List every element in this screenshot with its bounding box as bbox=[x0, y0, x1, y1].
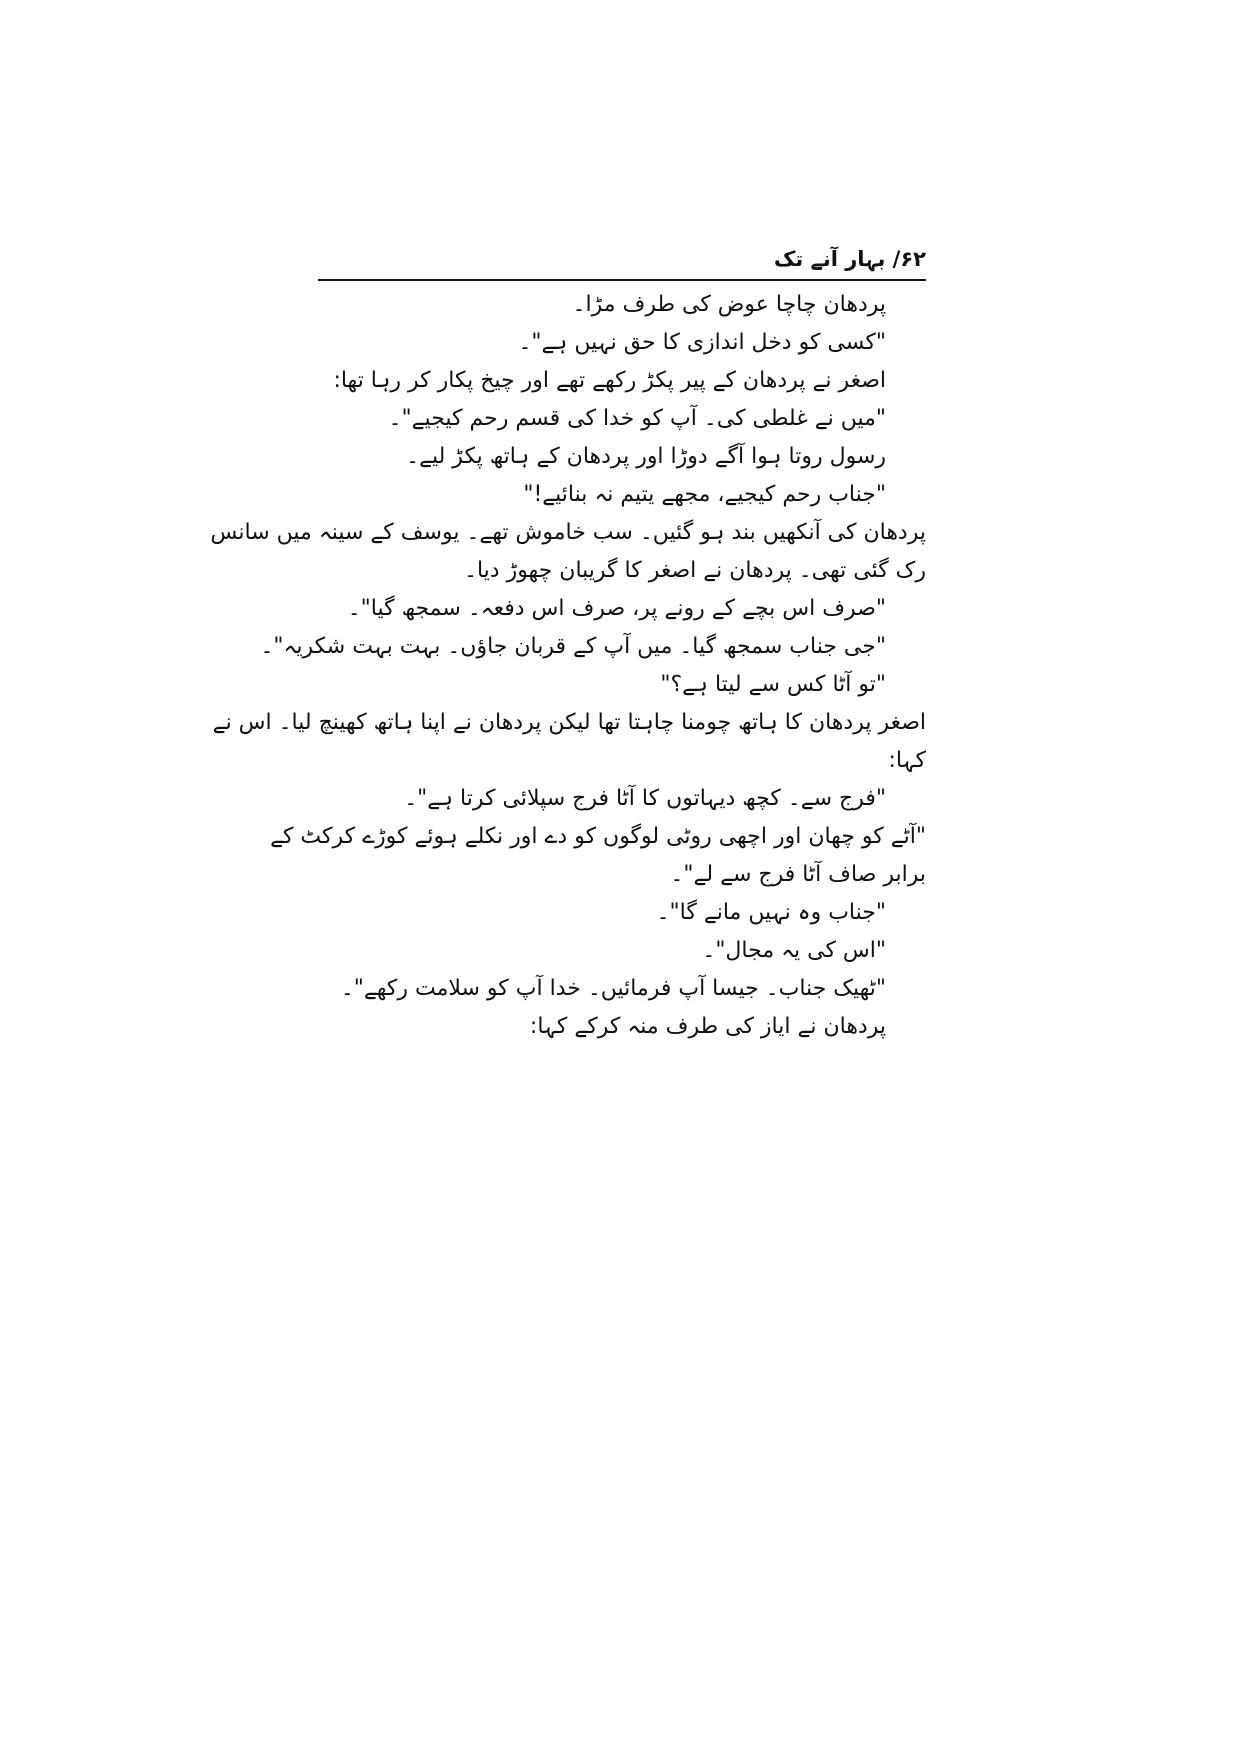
text-line: "فرج سے۔ کچھ دیہاتوں کا آٹا فرج سپلائی کرتا ہے"۔ bbox=[404, 786, 886, 811]
text-line: "کسی کو دخل اندازی کا حق نہیں ہے"۔ bbox=[518, 330, 886, 355]
text-line: کہا: bbox=[888, 748, 926, 773]
text-line: اصغر پردھان کا ہاتھ چومنا چاہتا تھا لیکن پردھان نے اپنا ہاتھ کھینچ لیا۔ اس نے bbox=[212, 710, 926, 735]
text-line: "میں نے غلطی کی۔ آپ کو خدا کی قسم رحم کیجیے"۔ bbox=[388, 406, 886, 431]
text-line: "ٹھیک جناب۔ جیسا آپ فرمائیں۔ خدا آپ کو سلامت رکھے"۔ bbox=[340, 976, 886, 1001]
text-line: "اس کی یہ مجال"۔ bbox=[702, 938, 886, 963]
running-header: ۶۲/ بہار آنے تک bbox=[773, 247, 926, 271]
text-line: پردھان نے ایاز کی طرف منہ کرکے کہا: bbox=[529, 1014, 886, 1039]
text-line: "جناب رحم کیجیے، مجھے یتیم نہ بنائیے!" bbox=[523, 482, 886, 507]
text-line: "جی جناب سمجھ گیا۔ میں آپ کے قربان جاؤں۔ بہت بہت شکریہ"۔ bbox=[260, 634, 886, 659]
text-line: اصغر نے پردھان کے پیر پکڑ رکھے تھے اور چیخ پکار کر رہا تھا: bbox=[333, 368, 886, 393]
text-line: "جناب وہ نہیں مانے گا"۔ bbox=[656, 900, 886, 925]
text-line: برابر صاف آٹا فرج سے لے"۔ bbox=[670, 862, 926, 887]
body-text bbox=[210, 286, 926, 1046]
header-divider bbox=[318, 279, 926, 281]
text-line: پردھان چاچا عوض کی طرف مڑا۔ bbox=[572, 292, 886, 317]
text-line: "صرف اس بچے کے رونے پر، صرف اس دفعہ۔ سمجھ گیا"۔ bbox=[347, 596, 886, 621]
text-line: "آٹے کو چھان اور اچھی روٹی لوگوں کو دے اور نکلے ہوئے کوڑے کرکٹ کے bbox=[270, 824, 926, 849]
text-line: رسول روتا ہوا آگے دوڑا اور پردھان کے ہاتھ پکڑ لیے۔ bbox=[406, 444, 886, 469]
text-line: رک گئی تھی۔ پردھان نے اصغر کا گریبان چھوڑ دیا۔ bbox=[464, 558, 926, 583]
text-line: پردھان کی آنکھیں بند ہو گئیں۔ سب خاموش تھے۔ یوسف کے سینہ میں سانس bbox=[210, 520, 926, 545]
text-line: "تو آٹا کس سے لیتا ہے؟" bbox=[660, 672, 886, 697]
